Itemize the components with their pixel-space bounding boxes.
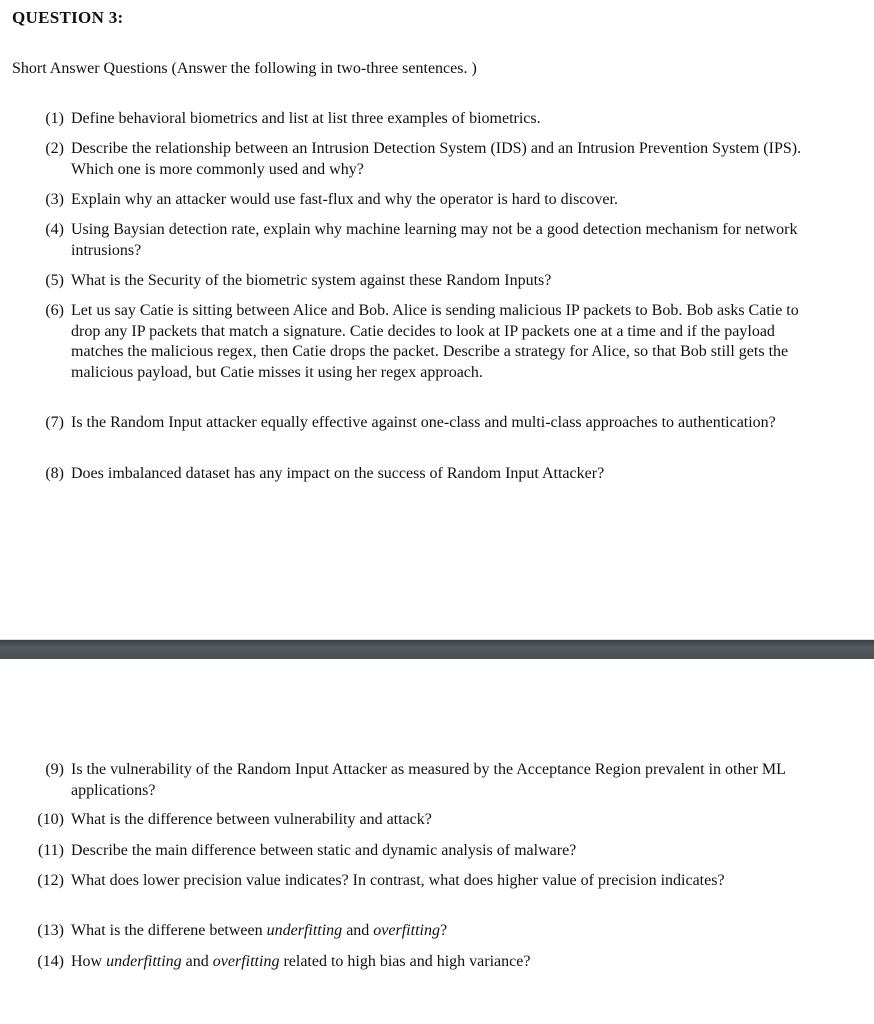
- question-text-part: How: [71, 953, 107, 970]
- question-text: What does lower precision value indicates? In contrast, what does higher value of precision indicates?: [71, 872, 725, 889]
- instructions-text: Short Answer Questions (Answer the following in two-three sentences. ): [12, 60, 477, 77]
- question-text: Define behavioral biometrics and list at list three examples of biometrics.: [71, 110, 541, 127]
- question-number: (9): [45, 761, 64, 778]
- question-item: [0, 109, 874, 130]
- question-item: [0, 271, 874, 292]
- question-number: (7): [45, 414, 64, 431]
- question-text: Let us say Catie is sitting between Alice and Bob. Alice is sending malicious IP packets to Bob. Bob asks Catie to drop any IP packets that match a signature. Catie decides to look at IP packets one at a time and if the payload matches the malicious regex, then Catie drops the packet. Describe a strategy for Alice, so that Bob still gets the malicious payload, but Catie misses it using her regex approach.: [71, 302, 799, 381]
- question-number: (8): [45, 465, 64, 482]
- question-item: [0, 841, 874, 862]
- question-item: [0, 413, 874, 434]
- question-item: [0, 220, 874, 261]
- question-text: [71, 953, 530, 970]
- term-underfitting: underfitting: [106, 953, 182, 970]
- question-text-part: and: [342, 922, 374, 939]
- question-item: [0, 952, 874, 973]
- page-lower: [0, 659, 874, 1024]
- question-text: Is the Random Input attacker equally effective against one-class and multi-class approaches to authentication?: [71, 414, 776, 431]
- question-text-part: and: [181, 953, 213, 970]
- question-number: (5): [45, 272, 64, 289]
- question-text-part: related to high bias and high variance?: [279, 953, 531, 970]
- question-text: Does imbalanced dataset has any impact on the success of Random Input Attacker?: [71, 465, 605, 482]
- question-item: [0, 301, 874, 383]
- question-text: Describe the relationship between an Intrusion Detection System (IDS) and an Intrusion Prevention System (IPS). Which one is more commonly used and why?: [71, 140, 802, 178]
- question-number: (11): [37, 842, 64, 859]
- question-text: What is the difference between vulnerability and attack?: [71, 811, 432, 828]
- question-item: [0, 464, 874, 485]
- question-number: (14): [37, 953, 64, 970]
- question-text-part: ?: [439, 922, 448, 939]
- page-divider-bar: [0, 640, 874, 659]
- question-item: [0, 810, 874, 831]
- question-number: (13): [37, 922, 64, 939]
- question-number: (4): [45, 221, 64, 238]
- question-item: [0, 871, 874, 892]
- question-text: Using Baysian detection rate, explain why machine learning may not be a good detection mechanism for network intrusions?: [71, 221, 798, 259]
- question-text-part: What is the differene between: [71, 922, 267, 939]
- term-overfitting: overfitting: [212, 953, 280, 970]
- question-text: Is the vulnerability of the Random Input Attacker as measured by the Acceptance Region prevalent in other ML applications?: [71, 761, 786, 799]
- question-number: (3): [45, 191, 64, 208]
- question-number: (12): [37, 872, 64, 889]
- question-number: (2): [45, 140, 64, 157]
- question-text: What is the Security of the biometric system against these Random Inputs?: [71, 272, 552, 289]
- question-number: (10): [37, 811, 64, 828]
- question-text: [71, 922, 447, 939]
- question-text: Explain why an attacker would use fast-flux and why the operator is hard to discover.: [71, 191, 618, 208]
- term-underfitting: underfitting: [266, 922, 343, 939]
- question-text: Describe the main difference between static and dynamic analysis of malware?: [71, 842, 577, 859]
- question-heading: QUESTION 3:: [12, 8, 124, 27]
- term-overfitting: overfitting: [373, 922, 440, 939]
- question-item: [0, 190, 874, 211]
- question-item: [0, 760, 874, 801]
- question-item: [0, 921, 874, 942]
- question-item: [0, 139, 874, 180]
- question-number: (6): [45, 302, 64, 319]
- question-number: (1): [45, 110, 64, 127]
